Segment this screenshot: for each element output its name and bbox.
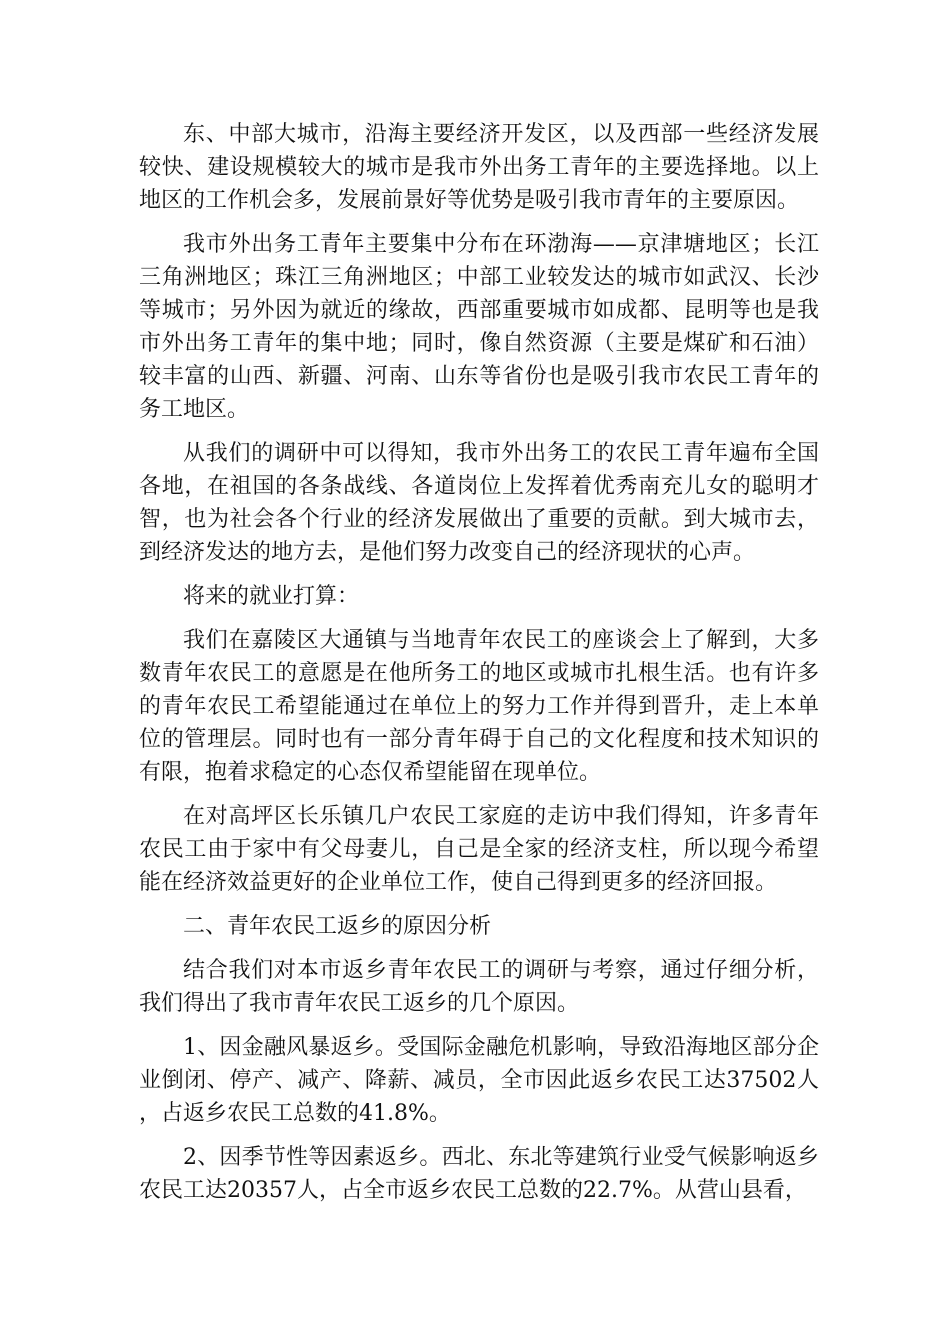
paragraph-analysis-intro: 结合我们对本市返乡青年农民工的调研与考察，通过仔细分析，我们得出了我市青年农民工返乡的几个原因。 bbox=[139, 958, 819, 1016]
paragraph-reason-seasonal: 2、因季节性等因素返乡。西北、东北等建筑行业受气候影响返乡农民工达20357人，占全市返乡农民工总数的22.7%。从营山县看， bbox=[139, 1145, 819, 1203]
paragraph-future-plans-heading: 将来的就业打算： bbox=[183, 584, 360, 609]
paragraph-survey-findings: 从我们的调研中可以得知，我市外出务工的农民工青年遍布全国各地，在祖国的各条战线、各道岗位上发挥着优秀南充儿女的聪明才智，也为社会各个行业的经济发展做出了重要的贡献。到大城市去，到经济发达的地方去，是他们努力改变自己的经济现状的心声。 bbox=[139, 441, 819, 565]
paragraph-reason-financial-crisis: 1、因金融风暴返乡。受国际金融危机影响，导致沿海地区部分企业倒闭、停产、减产、降薪、减员，全市因此返乡农民工达37502人，占返乡农民工总数的41.8%。 bbox=[139, 1035, 819, 1126]
section-heading-return-reasons: 二、青年农民工返乡的原因分析 bbox=[183, 914, 492, 939]
paragraph-destinations-intro: 东、中部大城市，沿海主要经济开发区，以及西部一些经济发展较快、建设规模较大的城市是我市外出务工青年的主要选择地。以上地区的工作机会多，发展前景好等优势是吸引我市青年的主要原因。 bbox=[139, 122, 819, 213]
paragraph-changle-town-visit: 在对高坪区长乐镇几户农民工家庭的走访中我们得知，许多青年农民工由于家中有父母妻儿，自己是全家的经济支柱，所以现今希望能在经济效益更好的企业单位工作，使自己得到更多的经济回报。 bbox=[139, 804, 819, 895]
paragraph-daton-town-forum: 我们在嘉陵区大通镇与当地青年农民工的座谈会上了解到，大多数青年农民工的意愿是在他所务工的地区或城市扎根生活。也有许多的青年农民工希望能通过在单位上的努力工作并得到晋升，走上本单位的管理层。同时也有一部分青年碍于自己的文化程度和技术知识的有限，抱着求稳定的心态仅希望能留在现单位。 bbox=[139, 628, 819, 785]
document-page bbox=[139, 118, 819, 1207]
paragraph-distribution-regions: 我市外出务工青年主要集中分布在环渤海——京津塘地区；长江三角洲地区；珠江三角洲地区；中部工业较发达的城市如武汉、长沙等城市；另外因为就近的缘故，西部重要城市如成都、昆明等也是我市外出务工青年的集中地；同时，像自然资源（主要是煤矿和石油）较丰富的山西、新疆、河南、山东等省份也是吸引我市农民工青年的务工地区。 bbox=[139, 232, 819, 422]
